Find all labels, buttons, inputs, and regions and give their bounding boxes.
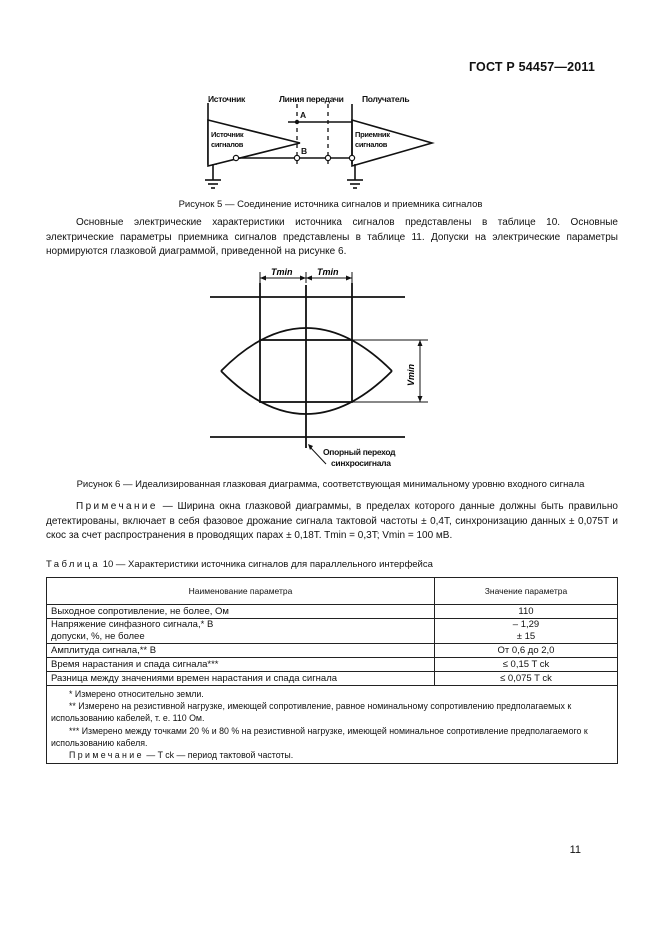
note-eye-diagram [46,500,618,544]
document-header: ГОСТ Р 54457—2011 [468,60,595,74]
table10-caption [46,559,433,570]
table10-row5-name: Разница между значениями времен нарастания и спада сигнала [47,672,435,686]
table10-note [51,749,613,761]
fig5-source-box-line2: сигналов [211,140,244,149]
table10-row2-value-line1: – 1,29 [512,619,540,630]
figure5-caption: Рисунок 5 — Соединение источника сигналов и приемника сигналов [178,199,483,210]
table10-title: 10 — Характеристики источника сигналов для параллельного интерфейса [100,559,433,570]
fig6-tmin-right: Tmin [317,267,339,277]
footnote-1: * Измерено относительно земли. [69,689,204,699]
fig6-ref-label-line1: Опорный переход [323,447,396,457]
footnote-2: ** Измерено на резистивной нагрузке, имеющей сопротивление, равное номинальному сопротивлению предполагаемых к использованию кабелей, т. е. 110 Ом. [51,701,572,724]
fig5-receiver-box-line1: Приемник [355,130,390,139]
fig5-point-a: A [300,110,306,120]
table10-row5-value: ≤ 0,075 T ck [435,672,618,686]
fig6-tmin-left: Tmin [271,267,293,277]
fig5-point-b: B [301,146,307,156]
table-row [47,672,618,686]
table10-row2-value-line2: ± 15 [516,631,536,642]
fig5-receiver-box-line2: сигналов [355,140,388,149]
table10-row1-name: Выходное сопротивление, не более, Ом [47,605,435,619]
table10-row3-value: От 0,6 до 2,0 [435,644,618,658]
table10-row2-name-line2: допуски, %, не более [51,631,145,642]
note-text: — Ширина окна глазковой диаграммы, в пределах которого данные должны быть правильно детектированы, включает в себя фазовое дрожание сигнала тактовой частоты ± 0,4T, синхронизацию данных ± 0,075T и скос за счет распространения в проводящих парах ± 0,18T. Tmin = 0,3T; Vmin = 100 мВ. [46,501,618,541]
table-row [47,605,618,619]
table-row [47,644,618,658]
table10-row2-name [47,619,435,644]
table-row [47,686,618,764]
table10-row4-value: ≤ 0,15 T ck [435,658,618,672]
fig5-receiver-label: Получатель [362,94,410,104]
fig5-line-label: Линия передачи [279,94,344,104]
table10-note-text: — T ck — период тактовой частоты. [143,750,294,761]
table10-row1-value: 110 [435,605,618,619]
note-prefix: Примечание [76,501,158,512]
table10-row2-name-line1: Напряжение синфазного сигнала,* В [51,619,214,630]
table10-row4-name: Время нарастания и спада сигнала*** [47,658,435,672]
fig6-ref-label-line2: синхросигнала [331,458,391,468]
fig5-source-label: Источник [208,94,246,104]
table10-row2-value [435,619,618,644]
page-number: 11 [569,844,581,856]
footnote-3: *** Измерено между точками 20 % и 80 % на резистивной нагрузке, имеющей номинальное сопротивление предполагаемого к использованию кабеля. [51,725,588,748]
table10-header-name: Наименование параметра [47,578,435,605]
table-row [47,658,618,672]
table-row [47,619,618,644]
table10-prefix: Таблица [46,559,101,570]
fig5-source-box-line1: Источник [211,130,244,139]
table10-footnotes [47,686,618,764]
fig6-vmin: Vmin [406,363,416,386]
table10-row3-name: Амплитуда сигнала,** В [47,644,435,658]
table10-header-value: Значение параметра [435,578,618,605]
table10 [46,577,618,764]
table10-note-prefix: Примечание [69,750,144,761]
figure6-caption: Рисунок 6 — Идеализированная глазковая диаграмма, соответствующая минимальному уровню входного сигнала [76,479,585,490]
paragraph-intro: Основные электрические характеристики источника сигналов представлены в таблице 10. Основные электрические параметры приемника сигналов представлены в таблице 11. Допуски на электрические параметры нормируются глазковой диаграммой, приведенной на рисунке 6. [46,217,618,257]
